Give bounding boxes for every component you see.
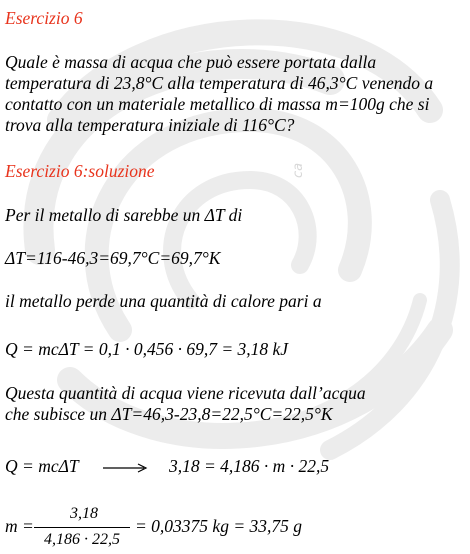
fraction-bar — [34, 527, 130, 528]
eq3-denominator: 4,186 · 22,5 — [44, 531, 120, 548]
watermark-text: ca — [291, 162, 306, 178]
problem-line: temperatura di 23,8°C alla temperatura di 46,3°C venendo a — [5, 73, 434, 93]
solution-title: Esercizio 6:soluzione — [5, 161, 155, 181]
eq3-lhs: m = — [5, 516, 34, 536]
problem-line: contatto con un materiale metallico di massa m=100g che si — [5, 94, 430, 114]
implies-arrow-icon — [102, 462, 148, 474]
eq3-numerator: 3,18 — [70, 505, 98, 522]
heat-equation: Q = mcΔT = 0,1 · 0,456 · 69,7 = 3,18 kJ — [5, 339, 289, 359]
problem-text — [5, 52, 433, 136]
water-line: che subisce un ΔT=46,3-23,8=22,5°C=22,5°K — [5, 404, 333, 424]
exercise-title: Esercizio 6 — [5, 8, 83, 28]
heat-intro: il metallo perde una quantità di calore pari a — [5, 291, 322, 311]
water-line: Questa quantità di acqua viene ricevuta dall’acqua — [5, 383, 366, 403]
problem-line: Quale è massa di acqua che può essere portata dalla — [5, 52, 377, 72]
problem-line: trova alla temperatura iniziale di 116°C? — [5, 115, 295, 135]
metal-delta-intro: Per il metallo di sarebbe un ΔT di — [5, 205, 243, 225]
eq2-right: 3,18 = 4,186 · m · 22,5 — [169, 456, 330, 476]
metal-delta-equation: ΔT=116-46,3=69,7°C=69,7°K — [5, 248, 221, 268]
eq2-left: Q = mcΔT — [5, 456, 79, 476]
eq3-rhs: = 0,03375 kg = 33,75 g — [135, 516, 303, 536]
